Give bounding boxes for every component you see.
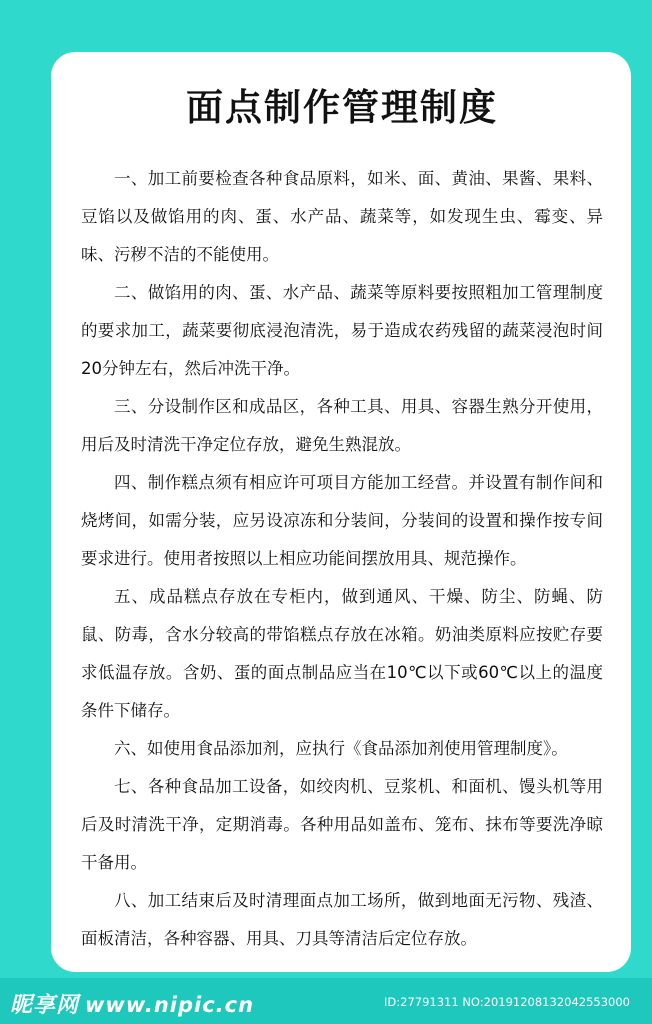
policy-panel — [51, 52, 631, 972]
policy-paragraph-3: 三、分设制作区和成品区，各种工具、用具、容器生熟分开使用，用后及时清洗干净定位存放，避免生熟混放。 — [81, 397, 603, 454]
watermark-logo[interactable] — [10, 988, 254, 1019]
image-id-label: ID:27791311 NO:20191208132042553000 — [384, 995, 630, 1009]
policy-paragraph-7: 七、各种食品加工设备，如绞肉机、豆浆机、和面机、馒头机等用后及时清洗干净，定期消毒。各种用品如盖布、笼布、抹布等要洗净晾干备用。 — [81, 777, 603, 872]
policy-paragraph-4: 四、制作糕点须有相应许可项目方能加工经营。并设置有制作间和烧烤间，如需分装，应另设凉冻和分装间，分装间的设置和操作按专间要求进行。使用者按照以上相应功能间摆放用具、规范操作。 — [81, 473, 603, 568]
policy-paragraph-8: 八、加工结束后及时清理面点加工场所，做到地面无污物、残渣、面板清洁，各种容器、用具、刀具等清洁后定位存放。 — [81, 891, 603, 948]
page-title: 面点制作管理制度 — [186, 86, 498, 129]
policy-paragraph-6: 六、如使用食品添加剂，应执行《食品添加剂使用管理制度》。 — [114, 739, 568, 758]
watermark-url: www.nipic.cn — [85, 993, 255, 1017]
policy-paragraph-1: 一、加工前要检查各种食品原料，如米、面、黄油、果酱、果料、豆馅以及做馅用的肉、蛋、水产品、蔬菜等，如发现生虫、霉变、异味、污秽不洁的不能使用。 — [81, 169, 603, 264]
policy-paragraph-2: 二、做馅用的肉、蛋、水产品、蔬菜等原料要按照粗加工管理制度的要求加工，蔬菜要彻底浸泡清洗，易于造成农药残留的蔬菜浸泡时间20分钟左右，然后冲洗干净。 — [81, 283, 603, 378]
watermark-bar — [0, 978, 652, 1024]
watermark-logo-text: 昵享网 — [10, 993, 80, 1018]
policy-paragraph-5: 五、成品糕点存放在专柜内，做到通风、干燥、防尘、防蝇、防鼠、防毒，含水分较高的带馅糕点存放在冰箱。奶油类原料应按贮存要求低温存放。含奶、蛋的面点制品应当在10℃以下或60℃以上的温度条件下储存。 — [81, 587, 603, 720]
